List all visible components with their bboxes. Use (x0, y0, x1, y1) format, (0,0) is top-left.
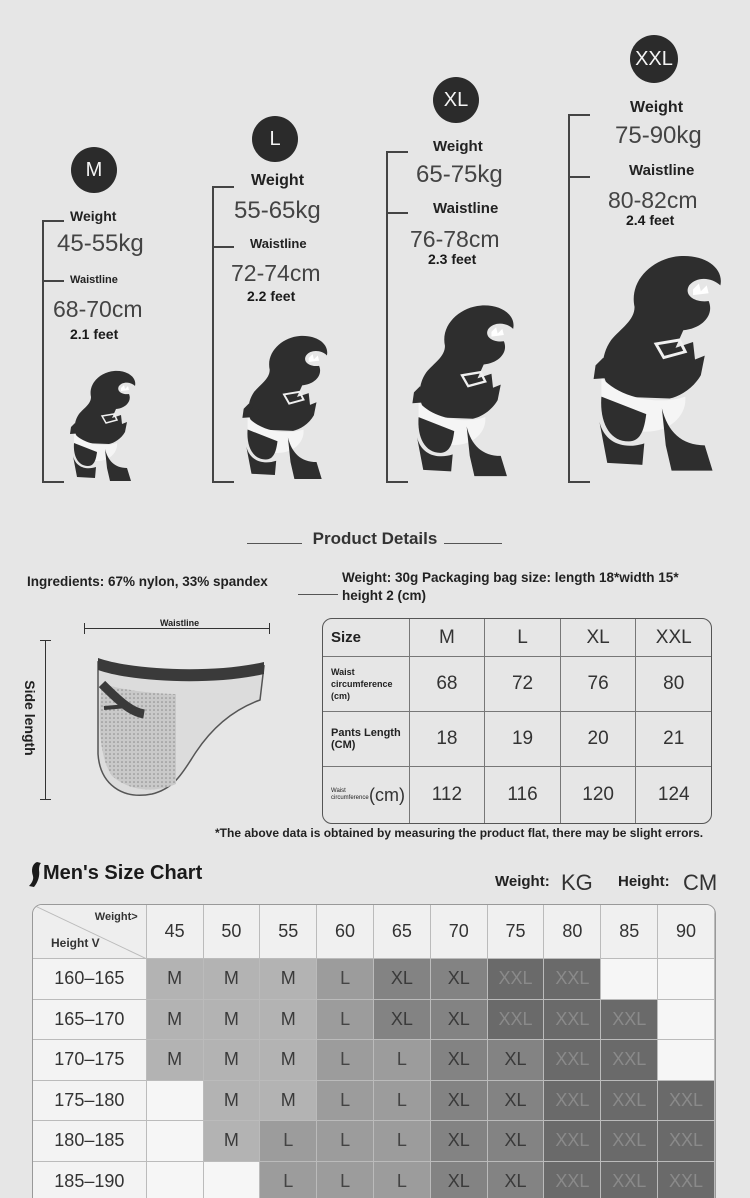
ingredients-text: Ingredients: 67% nylon, 33% spandex (27, 574, 268, 589)
size-cell: L (374, 1081, 431, 1122)
height-label: 165–170 (33, 1000, 147, 1041)
measure-tick (386, 212, 408, 214)
size-cell: L (317, 1162, 374, 1198)
waistline-label: Waistline (70, 274, 118, 286)
weight-value: 55-65kg (234, 197, 321, 224)
measure-tick (42, 220, 64, 222)
size-cell: XXL (601, 1040, 658, 1081)
size-figures (0, 0, 750, 500)
size-cell: XXL (544, 1081, 601, 1122)
product-size-table (322, 618, 712, 824)
waistline-label: Waistline (629, 162, 695, 179)
size-cell: M (147, 959, 204, 1000)
table-cell: 19 (485, 712, 561, 766)
size-cell: L (260, 1121, 317, 1162)
size-cell: M (204, 1040, 261, 1081)
weight-header: 75 (488, 905, 545, 959)
table-header-row (323, 619, 711, 657)
size-cell: XXL (658, 1162, 715, 1198)
waistline-value: 76-78cm (410, 226, 500, 252)
size-cell: M (204, 1081, 261, 1122)
feet-value: 2.3 feet (428, 251, 477, 267)
height-label: 170–175 (33, 1040, 147, 1081)
waistline-value: 68-70cm (53, 296, 143, 322)
measure-tick (212, 246, 234, 248)
size-cell: M (260, 1000, 317, 1041)
row-label (323, 767, 410, 823)
weight-label: Weight (251, 172, 305, 189)
size-cell: XXL (544, 1162, 601, 1198)
height-label: 180–185 (33, 1121, 147, 1162)
weight-header: 90 (658, 905, 715, 959)
grid-row (33, 1162, 715, 1198)
height-unit: CM (683, 870, 718, 895)
size-chart-grid (32, 904, 716, 1198)
weight-unit: KG (561, 870, 593, 895)
size-cell: XXL (544, 1000, 601, 1041)
feet-value: 2.2 feet (247, 288, 296, 304)
height-unit-label: Height: (618, 873, 670, 890)
size-cell: XL (431, 1081, 488, 1122)
table-cell: 124 (657, 784, 690, 805)
size-cell: L (317, 1121, 374, 1162)
size-cell: M (147, 1000, 204, 1041)
grid-row (33, 1000, 715, 1041)
size-cell: L (317, 1000, 374, 1041)
weight-header: 65 (374, 905, 431, 959)
weight-header: 45 (147, 905, 204, 959)
measure-tick (568, 114, 590, 116)
table-row (323, 657, 711, 712)
waistline-dimension (84, 628, 270, 629)
size-cell: XXL (544, 959, 601, 1000)
table-cell: 18 (410, 712, 486, 766)
size-cell: XL (431, 1000, 488, 1041)
size-badge-l: L (252, 116, 298, 162)
underwear-product-image (92, 644, 270, 800)
table-cell: 80 (663, 673, 685, 694)
size-cell: XXL (488, 959, 545, 1000)
corner-weight-label: Weight> (94, 911, 138, 923)
divider (444, 543, 502, 544)
measure-line (386, 151, 388, 482)
connector-line (298, 594, 338, 595)
size-cell (658, 1000, 715, 1041)
size-cell (147, 1121, 204, 1162)
table-cell: 116 (485, 767, 561, 823)
size-cell: XXL (601, 1121, 658, 1162)
size-cell: XXL (601, 1000, 658, 1041)
table-cell: 120 (561, 767, 637, 823)
size-cell: XL (488, 1081, 545, 1122)
size-cell: M (260, 1040, 317, 1081)
size-cell: L (317, 959, 374, 1000)
table-cell: 72 (485, 657, 561, 711)
size-cell: XL (374, 1000, 431, 1041)
size-col: M (410, 619, 486, 656)
size-cell: XXL (601, 1162, 658, 1198)
size-cell: XL (431, 1162, 488, 1198)
weight-header: 55 (260, 905, 317, 959)
measure-tick (42, 280, 64, 282)
size-cell: M (204, 1121, 261, 1162)
size-col: L (485, 619, 561, 656)
size-badge-xxl: XXL (630, 35, 678, 83)
size-cell: XL (431, 1121, 488, 1162)
size-cell: M (260, 1081, 317, 1122)
measure-tick (568, 176, 590, 178)
feet-value: 2.1 feet (70, 326, 119, 342)
row-label-unit: (cm) (369, 784, 405, 805)
size-cell (601, 959, 658, 1000)
side-length-dimension (45, 640, 46, 800)
weight-info-text: Weight: 30g Packaging bag size: length 18*width 15* height 2 (cm) (342, 570, 679, 603)
grid-row (33, 1040, 715, 1081)
measure-tick (568, 481, 590, 483)
side-length-label: Side length (22, 680, 38, 756)
height-label: 175–180 (33, 1081, 147, 1122)
weight-label: Weight (70, 208, 117, 224)
weight-label: Weight (630, 99, 684, 116)
weight-label: Weight (433, 138, 483, 155)
height-label: 185–190 (33, 1162, 147, 1198)
size-cell: M (260, 959, 317, 1000)
size-cell: L (374, 1121, 431, 1162)
dinosaur-mascot-icon (578, 240, 734, 481)
grid-row (33, 959, 715, 1000)
weight-header: 60 (317, 905, 374, 959)
tape-measure-icon (28, 860, 42, 888)
measure-line (42, 220, 44, 482)
size-cell: XL (488, 1040, 545, 1081)
waistline-label: Waistline (250, 236, 307, 251)
size-badge-m: M (71, 147, 117, 193)
size-cell (658, 1040, 715, 1081)
size-cell: XXL (544, 1121, 601, 1162)
weight-value: 75-90kg (615, 122, 702, 149)
size-chart-title: Men's Size Chart (43, 862, 203, 884)
table-cell: 68 (410, 657, 486, 711)
dinosaur-mascot-icon (62, 368, 142, 481)
measure-tick (212, 186, 234, 188)
size-cell: XL (374, 959, 431, 1000)
grid-row (33, 1081, 715, 1122)
corner-height-label: Height V (51, 936, 100, 950)
grid-corner (33, 905, 147, 959)
waistline-label: Waistline (160, 618, 200, 628)
size-cell: M (204, 1000, 261, 1041)
measure-tick (212, 481, 234, 483)
size-cell: XXL (488, 1000, 545, 1041)
size-cell: XXL (544, 1040, 601, 1081)
table-row (323, 712, 711, 767)
measure-tick (42, 481, 64, 483)
measure-line (212, 186, 214, 482)
size-cell: L (374, 1040, 431, 1081)
size-badge-xl: XL (433, 77, 479, 123)
size-header: Size (323, 619, 410, 656)
size-cell: XL (431, 959, 488, 1000)
size-cell: XXL (658, 1121, 715, 1162)
size-cell: L (260, 1162, 317, 1198)
weight-header: 80 (544, 905, 601, 959)
size-cell (658, 959, 715, 1000)
weight-header: 50 (204, 905, 261, 959)
weight-value: 45-55kg (57, 230, 144, 257)
size-cell: XXL (658, 1081, 715, 1122)
size-cell: M (204, 959, 261, 1000)
waistline-label: Waistline (433, 200, 499, 217)
row-label-small: Waist circumference (331, 788, 369, 801)
grid-row (33, 1121, 715, 1162)
measure-tick (386, 481, 408, 483)
size-cell: XL (488, 1162, 545, 1198)
size-cell (147, 1081, 204, 1122)
dinosaur-mascot-icon (232, 330, 336, 481)
size-cell (147, 1162, 204, 1198)
size-cell: XL (431, 1040, 488, 1081)
table-cell: 76 (561, 657, 637, 711)
size-cell: L (317, 1081, 374, 1122)
measurement-note: *The above data is obtained by measuring the product flat, there may be slight errors. (215, 826, 704, 840)
height-label: 160–165 (33, 959, 147, 1000)
waistline-value: 80-82cm (608, 187, 698, 213)
table-row (323, 767, 711, 823)
size-col: XL (561, 619, 637, 656)
size-cell (204, 1162, 261, 1198)
size-cell: XL (488, 1121, 545, 1162)
size-cell: M (147, 1040, 204, 1081)
weight-header: 70 (431, 905, 488, 959)
waistline-value: 72-74cm (231, 260, 321, 286)
grid-header-row (33, 905, 715, 959)
row-label: Waist circumference (cm) (323, 657, 410, 711)
weight-value: 65-75kg (416, 161, 503, 188)
feet-value: 2.4 feet (626, 212, 675, 228)
measure-line (568, 114, 570, 482)
table-cell: 21 (663, 728, 685, 749)
section-title: Product Details (312, 529, 438, 548)
size-col: XXL (655, 626, 692, 648)
weight-unit-label: Weight: (495, 873, 550, 890)
size-cell: L (317, 1040, 374, 1081)
weight-header: 85 (601, 905, 658, 959)
table-cell: 20 (561, 712, 637, 766)
measure-tick (386, 151, 408, 153)
size-cell: XXL (601, 1081, 658, 1122)
dinosaur-mascot-icon (400, 296, 524, 481)
size-cell: L (374, 1162, 431, 1198)
table-cell: 112 (410, 767, 486, 823)
row-label: Pants Length (CM) (323, 712, 410, 766)
